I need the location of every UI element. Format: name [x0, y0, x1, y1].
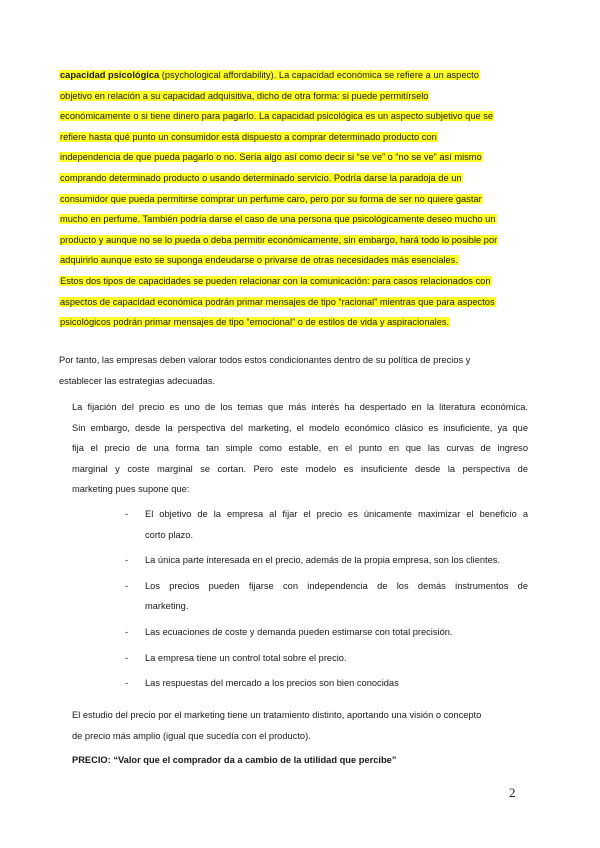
highlight-line	[59, 250, 519, 271]
highlight-text: aspectos de capacidad económica podrán primar mensajes de tipo “racional” mientras que para aspectos	[60, 296, 495, 307]
highlight-line	[59, 292, 519, 313]
highlight-line	[59, 209, 519, 230]
paragraph-empresas	[59, 350, 519, 391]
dash-bullet: -	[125, 626, 129, 637]
dash-bullet: -	[125, 580, 129, 591]
assumptions-list	[125, 504, 528, 699]
highlight-mark	[59, 111, 494, 121]
list-item-text: Las ecuaciones de coste y demanda pueden estimarse con total precisión.	[145, 626, 453, 637]
highlight-text: producto y aunque no se lo pueda o deba permitir económicamente, sin embargo, hará todo lo posible por	[60, 234, 498, 245]
list-item-text: El objetivo de la empresa al fijar el precio es únicamente maximizar el beneficio a	[145, 509, 528, 519]
precio-definition	[72, 750, 396, 771]
highlight-line	[59, 127, 519, 148]
highlight-line	[59, 106, 519, 127]
text-line: marginal y coste marginal se cortan. Pero este modelo es insuficiente desde la perspectiva de	[72, 463, 528, 474]
text-line: El estudio del precio por el marketing tiene un tratamiento distinto, aportando una visión o concepto	[72, 710, 482, 720]
highlight-text: económicamente o si tiene dinero para pagarlo. La capacidad psicológica es un aspecto subjetivo que se	[60, 111, 494, 122]
highlight-text: psicológicos podrán primar mensajes de tipo “emocional” o de estilos de vida y aspiracionales.	[60, 317, 450, 328]
list-item	[125, 576, 528, 617]
highlight-line	[59, 230, 519, 251]
highlight-mark	[59, 317, 450, 327]
text-line: establecer las estrategias adecuadas.	[59, 375, 216, 386]
list-item	[125, 622, 528, 643]
highlight-text: Estos dos tipos de capacidades se pueden relacionar con la comunicación: para casos relacionados con	[60, 275, 491, 286]
highlight-text: (psychological affordability). La capacidad económica se refiere a un aspecto	[159, 70, 479, 80]
text-line: marketing pues supone que:	[72, 484, 190, 495]
list-item	[125, 504, 528, 545]
list-item-text: La única parte interesada en el precio, además de la propia empresa, son los clientes.	[145, 555, 501, 566]
highlight-mark	[59, 214, 497, 224]
page-number: 2	[509, 785, 516, 800]
text-line: de precio más amplio (igual que sucedía con el producto).	[72, 730, 311, 741]
highlight-mark	[59, 91, 429, 101]
text-line: Por tanto, las empresas deben valorar todos estos condicionantes dentro de su política de precios y	[59, 355, 471, 365]
dash-bullet: -	[125, 509, 129, 519]
highlight-mark	[59, 235, 498, 245]
highlight-line	[59, 65, 519, 86]
text-line: Sin embargo, desde la perspectiva del marketing, el modelo económico clásico es insuficiente, ya que	[72, 422, 528, 433]
dash-bullet: -	[125, 678, 129, 689]
highlight-line	[59, 147, 519, 168]
list-item-text: Las respuestas del mercado a los precios son bien conocidas	[145, 678, 399, 689]
highlight-mark	[59, 132, 438, 142]
paragraph-fijacion-precio	[72, 397, 528, 500]
bold-term: capacidad psicológica	[60, 70, 160, 80]
highlight-line	[59, 168, 519, 189]
dash-bullet: -	[125, 555, 129, 566]
highlight-line	[59, 86, 519, 107]
list-item-text: La empresa tiene un control total sobre el precio.	[145, 652, 347, 663]
highlight-line	[59, 312, 519, 333]
list-item	[125, 648, 528, 669]
highlight-line	[59, 189, 519, 210]
highlight-text: mucho en perfume. También podría darse el caso de una persona que psicológicamente deseo mucho un	[60, 214, 496, 225]
precio-definition-text: : “Valor que el comprador da a cambio de la utilidad que percibe”	[107, 755, 397, 765]
dash-bullet: -	[125, 652, 129, 663]
list-item	[125, 673, 528, 694]
highlight-text: refiere hasta qué punto un consumidor está dispuesto a comprar determinado producto con	[60, 131, 437, 142]
highlight-mark	[59, 173, 463, 183]
text-line: La fijación del precio es uno de los temas que más interés ha despertado en la literatura económica.	[72, 402, 528, 412]
list-item-text: corto plazo.	[145, 529, 194, 540]
highlight-mark	[59, 297, 496, 307]
list-item-text: marketing.	[145, 601, 189, 612]
highlight-mark	[59, 70, 480, 80]
precio-label: PRECIO	[72, 755, 108, 765]
list-item-text: Los precios pueden fijarse con independencia de los demás instrumentos de	[145, 580, 528, 591]
highlight-text: objetivo en relación a su capacidad adquisitiva, dicho de otra forma: si puede permitírselo	[60, 90, 429, 101]
highlight-mark	[59, 276, 492, 286]
highlight-mark	[59, 194, 483, 204]
highlight-text: comprando determinado producto o usando determinado servicio. Podría darse la paradoja de un	[60, 172, 462, 183]
highlight-text: adquirirlo aunque esto se suponga endeudarse o privarse de otras necesidades más esenciales.	[60, 255, 458, 266]
highlighted-paragraph	[59, 65, 519, 333]
text-line: fija el precio de una forma tan simple como estable, en el punto en que las curvas de ingreso	[72, 443, 528, 454]
highlight-mark	[59, 152, 483, 162]
list-item	[125, 550, 528, 571]
highlight-text: consumidor que pueda permitirse comprar un perfume caro, pero por su forma de ser no quiere gastar	[60, 193, 482, 204]
highlight-mark	[59, 255, 459, 265]
paragraph-estudio-precio	[72, 705, 528, 746]
highlight-line	[59, 271, 519, 292]
highlight-text: independencia de que pueda pagarlo o no. Sería algo así como decir si “se ve” o “no se ve” así mismo	[60, 152, 482, 163]
